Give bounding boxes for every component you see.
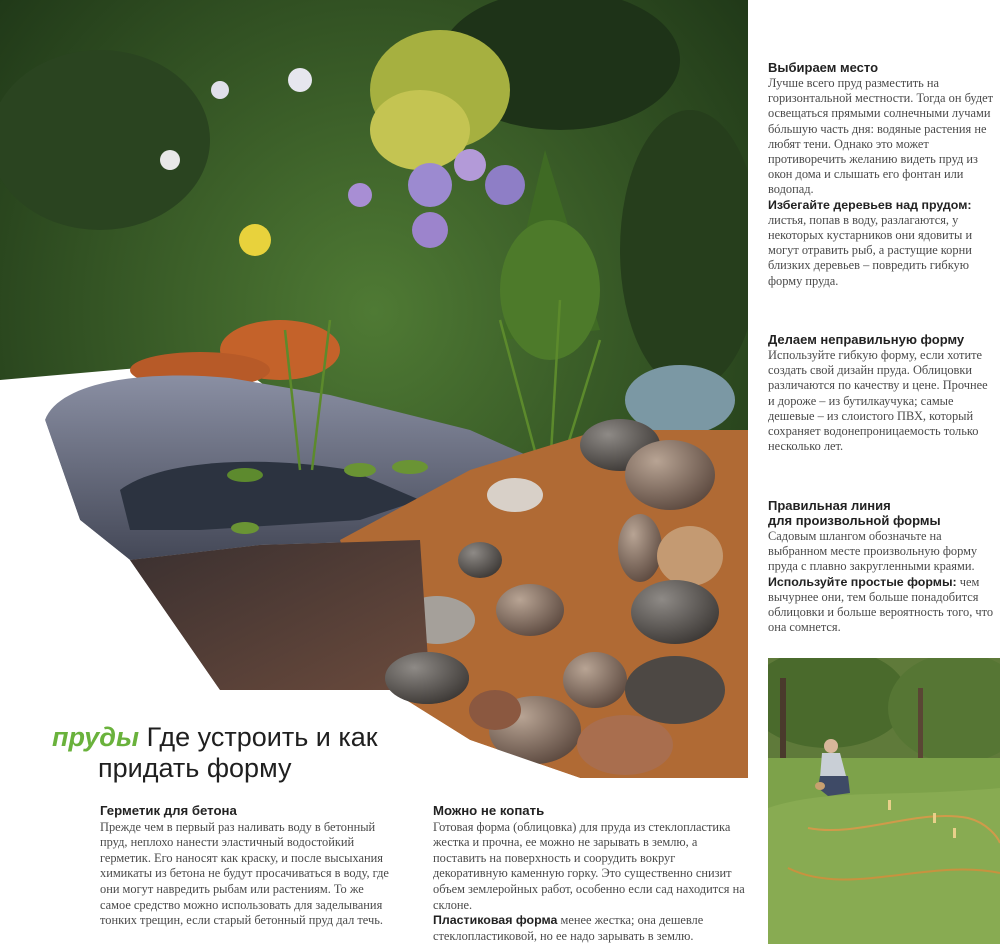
title-line1: Где устроить и как (146, 722, 378, 752)
section-heading: Выбираем место (768, 60, 879, 75)
title-line2: придать форму (98, 753, 292, 783)
section-irregular-shape (768, 332, 994, 454)
section-text: Садовым шлангом обозначьте на выбранном месте произвольную форму пруда с плавно закругленными краями. (768, 529, 978, 574)
section-lead: Используйте простые формы: (768, 574, 957, 589)
section-text: Используйте гибкую форму, если хотите создать свой дизайн пруда. Облицовки различаются по качеству и цене. Прочнее и дороже – из бутилкаучука; самые дешевые – из слоистого ПВХ, который сохраняет водонепроницаемость только несколько лет. (768, 348, 988, 454)
section-lead-text: листья, попав в воду, разлагаются, у некоторых кустарников они ядовиты и могут отравить рыб, а растущие корни близких деревьев – повредить гибкую форму пруда. (768, 212, 973, 288)
lawn-photo (768, 658, 1000, 944)
section-text: Готовая форма (облицовка) для пруда из стеклопластика жестка и прочна, ее можно не зарывать в землю, а поставить на поверхность и соорудить вокруг декоративную каменную горку. Это существенно снизит объем землеройных работ, особенно если сад находится на склоне. (433, 819, 745, 912)
section-text: Лучше всего пруд разместить на горизонтальной местности. Тогда он будет освещаться прямыми солнечными лучами бóльшую часть дня: водяные растения не любят тени. Однако это может противоречить желанию видеть пруд из окон дома и слышать его фонтан или водопад. (768, 76, 994, 197)
page-title (52, 722, 432, 784)
section-lead-text: менее жестка; она дешевле стеклопластиковой, но ее надо зарывать в землю. (433, 913, 704, 943)
section-choose-place (768, 60, 994, 289)
section-heading: Делаем неправильную форму (768, 332, 965, 347)
section-heading: Можно не копать (433, 803, 545, 818)
section-lead: Избегайте деревьев над прудом: (768, 197, 972, 212)
title-kicker: пруды (52, 722, 140, 752)
section-text: Прежде чем в первый раз наливать воду в бетонный пруд, неплохо нанести эластичный водостойкий герметик. Его наносят как краску, и после высыхания химикаты из бетона не будут просачиваться в воду, где они могут навредить рыбам или растениям. То же самое средство можно использовать для заделывания тонких трещин, если старый бетонный пруд дал течь. (100, 819, 389, 928)
section-heading-line2: для произвольной формы (768, 513, 941, 528)
section-lead: Пластиковая форма (433, 913, 558, 928)
section-heading: Герметик для бетона (100, 803, 237, 818)
section-concrete-sealant (100, 803, 392, 929)
section-lead-text: чем вычурнее они, тем больше понадобится облицовки и больше вероятность того, что она сомнется. (768, 574, 994, 635)
section-heading-line1: Правильная линия (768, 498, 891, 513)
section-freeform-line (768, 498, 994, 635)
section-no-digging (433, 803, 751, 944)
